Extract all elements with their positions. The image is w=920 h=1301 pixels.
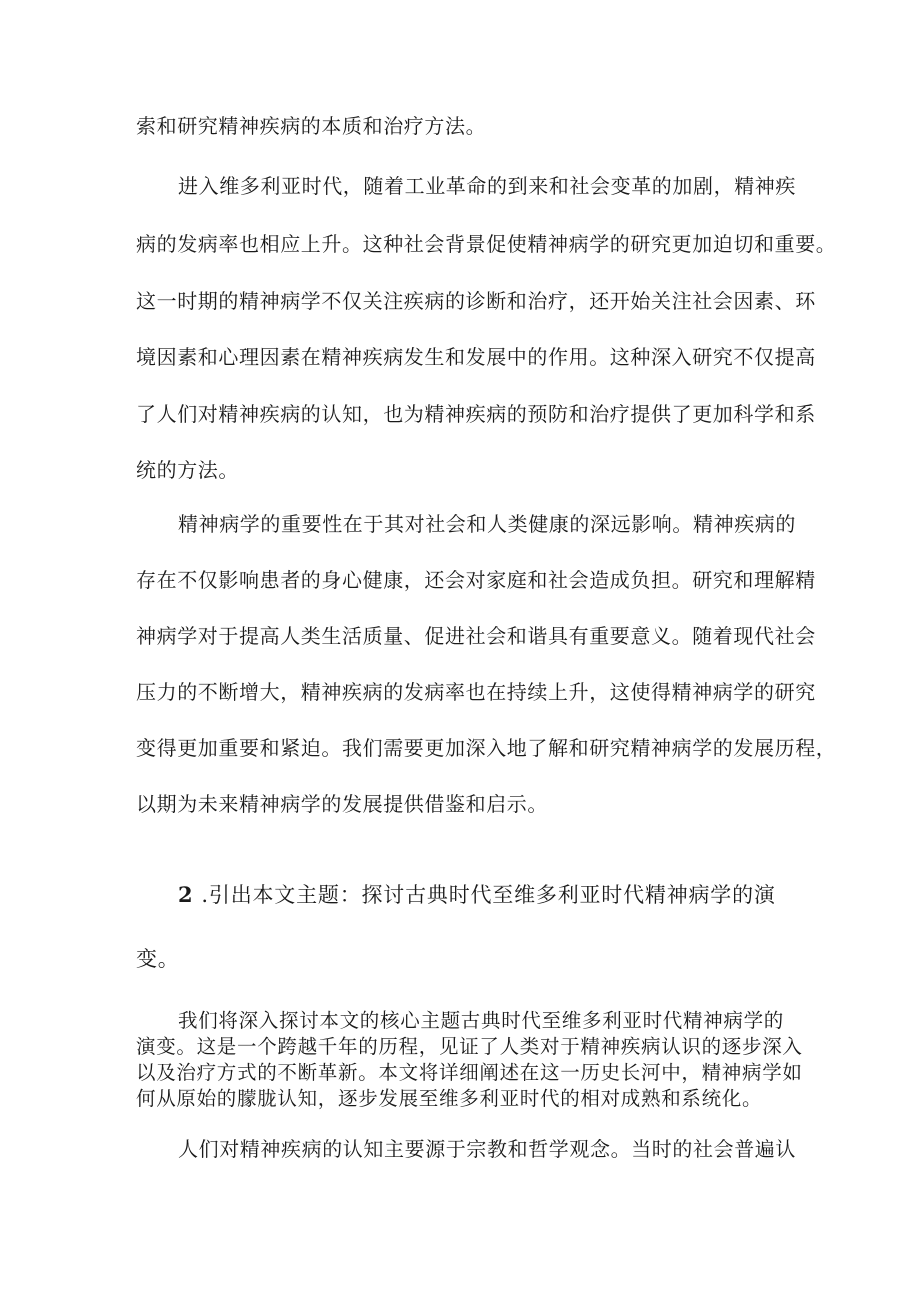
paragraph-line: 进入维多利亚时代，随着工业革命的到来和社会变革的加剧，精神疾 xyxy=(178,174,796,198)
paragraph-line: 病的发病率也相应上升。这种社会背景促使精神病学的研究更加迫切和重要。 xyxy=(136,232,837,256)
section-heading-continuation: 变。 xyxy=(136,947,180,971)
section-heading-text: .引出本文主题：探讨古典时代至维多利亚时代精神病学的演 xyxy=(201,883,776,907)
paragraph-line: 这一时期的精神病学不仅关注疾病的诊断和治疗，还开始关注社会因素、环 xyxy=(136,289,816,313)
paragraph-line: 存在不仅影响患者的身心健康，还会对家庭和社会造成负担。研究和理解精 xyxy=(136,568,816,592)
paragraph-line: 精神病学的重要性在于其对社会和人类健康的深远影响。精神疾病的 xyxy=(178,512,796,536)
paragraph-line: 以及治疗方式的不断革新。本文将详细阐述在这一历史长河中，精神病学如 xyxy=(136,1061,803,1084)
paragraph-line: 了人们对精神疾病的认知，也为精神疾病的预防和治疗提供了更加科学和系 xyxy=(136,402,816,426)
paragraph-line: 索和研究精神疾病的本质和治疗方法。 xyxy=(136,114,487,138)
paragraph-line: 神病学对于提高人类生活质量、促进社会和谐具有重要意义。随着现代社会 xyxy=(136,624,816,648)
section-number: 2 xyxy=(178,882,194,907)
section-heading xyxy=(178,882,776,908)
paragraph-line: 何从原始的朦胧认知，逐步发展至维多利亚时代的相对成熟和系统化。 xyxy=(136,1087,763,1110)
paragraph-line: 我们将深入探讨本文的核心主题古典时代至维多利亚时代精神病学的 xyxy=(178,1009,785,1032)
paragraph-line: 以期为未来精神病学的发展提供借鉴和启示。 xyxy=(136,792,548,816)
paragraph-line: 统的方法。 xyxy=(136,458,239,482)
paragraph-line: 变得更加重要和紧迫。我们需要更加深入地了解和研究精神病学的发展历程， xyxy=(136,736,837,760)
paragraph-line: 演变。这是一个跨越千年的历程，见证了人类对于精神疾病认识的逐步深入 xyxy=(136,1035,803,1058)
paragraph-line: 境因素和心理因素在精神疾病发生和发展中的作用。这种深入研究不仅提高 xyxy=(136,345,816,369)
paragraph-line: 压力的不断增大，精神疾病的发病率也在持续上升，这使得精神病学的研究 xyxy=(136,680,816,704)
paragraph-line: 人们对精神疾病的认知主要源于宗教和哲学观念。当时的社会普遍认 xyxy=(178,1137,796,1161)
